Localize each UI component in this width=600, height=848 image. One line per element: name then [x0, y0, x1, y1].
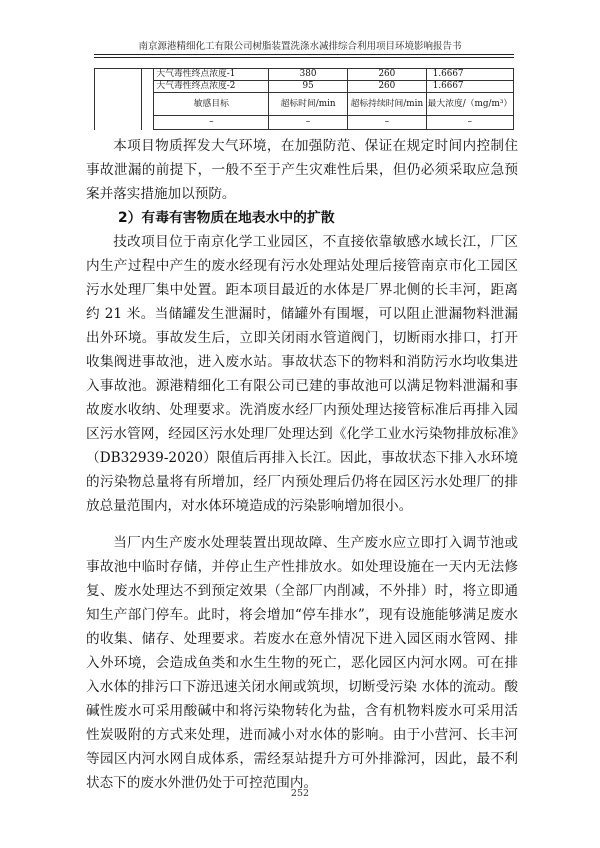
table-row [95, 81, 514, 93]
running-header: 南京源港精细化工有限公司树脂装置洗涤水减排综合利用项目环境影响报告书 [138, 41, 462, 52]
toxicity-table [94, 68, 514, 130]
table-header-row [95, 93, 514, 116]
table-row [95, 69, 514, 81]
header-rule-thin [94, 57, 514, 58]
table-cell: 1.6667 [426, 81, 513, 93]
table-lead-cell [141, 69, 153, 130]
paragraph-surface-water: 技改项目位于南京化学工业园区，不直接依靠敏感水域长江，厂区内生产过程中产生的废水经现有污水处理站处理后接管南京市化工园区污水处理厂集中处置。距本项目最近的水体是厂界北侧的长丰河，距离约 21 米。当储罐发生泄漏时，储罐外有围堰，可以阻止泄漏物料泄漏出外环境。事故发生后，立即关闭雨水管道阀门，切断雨水排口，打开收集阀进事故池，进入废水站。事故状态下的物料和消防污水均收集进入事故池。源港精细化工有限公司已建的事故池可以满足物料泄漏和事故废水收纳、处理要求。洗消废水经厂内预处理达接管标准后再排入园区污水管网，经园区污水处理厂处理达到《化学工业水污染物排放标准》（DB32939-2020）限值后再排入长江。因此，事故状态下排入水环境的污染物总量将有所增加，经厂内预处理后仍将在园区污水处理厂的排放总量范围内，对水体环境造成的污染影响增加很小。 [86, 234, 518, 514]
table-header-cell: 超标持续时间/min [347, 93, 426, 116]
table-cell: 260 [347, 81, 426, 93]
table-header-cell: 超标时间/min [269, 93, 348, 116]
table-cell: 大气毒性终点浓度-2 [154, 81, 269, 93]
table-cell: 1.6667 [426, 69, 513, 81]
table-cell: – [426, 116, 513, 130]
paragraph-wastewater-emergency: 当厂内生产废水处理装置出现故障、生产废水应立即打入调节池或事故池中临时存储，并停止生产性排放水。如处理设施在一天内无法修复、废水处理达不到预定效果（全部厂内削减，不外排）时，将立即通知生产部门停车。此时，将会增加“停车排水”，现有设施能够满足废水的收集、储存、处理要求。若废水在意外情况下进入园区雨水管网、排入外环境，会造成鱼类和水生生物的死亡，恶化园区内河水网。可在排入水体的排污口下游迅速关闭水闸或筑坝，切断受污染 水体的流动。酸碱性废水可采用酸碱中和将污染物转化为盐，含有机物料废水可采用活性炭吸附的方式来处理，进而减小对水体的影响。由于小营河、长丰河等园区内河水网自成体系，需经泵站提升方可外排滁河，因此，最不利状态下的废水外泄仍处于可控范围内。 [86, 535, 518, 791]
table-lead-cell [95, 69, 142, 130]
table-cell: 大气毒性终点浓度-1 [154, 69, 269, 81]
table-header-cell: 敏感目标 [154, 93, 269, 116]
page-number: 252 [290, 788, 310, 799]
section-heading: 2）有毒有害物质在地表水中的扩散 [118, 210, 335, 226]
table-cell: 380 [269, 69, 348, 81]
table-cell: – [347, 116, 426, 130]
header-rule [94, 54, 514, 55]
table-row [95, 116, 514, 130]
table-cell: 260 [347, 69, 426, 81]
table-cell: – [154, 116, 269, 130]
table-cell: – [269, 116, 348, 130]
table-header-cell: 最大浓度/（mg/m³） [426, 93, 513, 116]
table-cell: 95 [269, 81, 348, 93]
paragraph-air-impact: 本项目物质挥发大气环境，在加强防范、保证在规定时间内控制住事故泄漏的前提下，一般不至于产生灾难性后果，但仍必须采取应急预案并落实措施加以预防。 [86, 138, 518, 202]
